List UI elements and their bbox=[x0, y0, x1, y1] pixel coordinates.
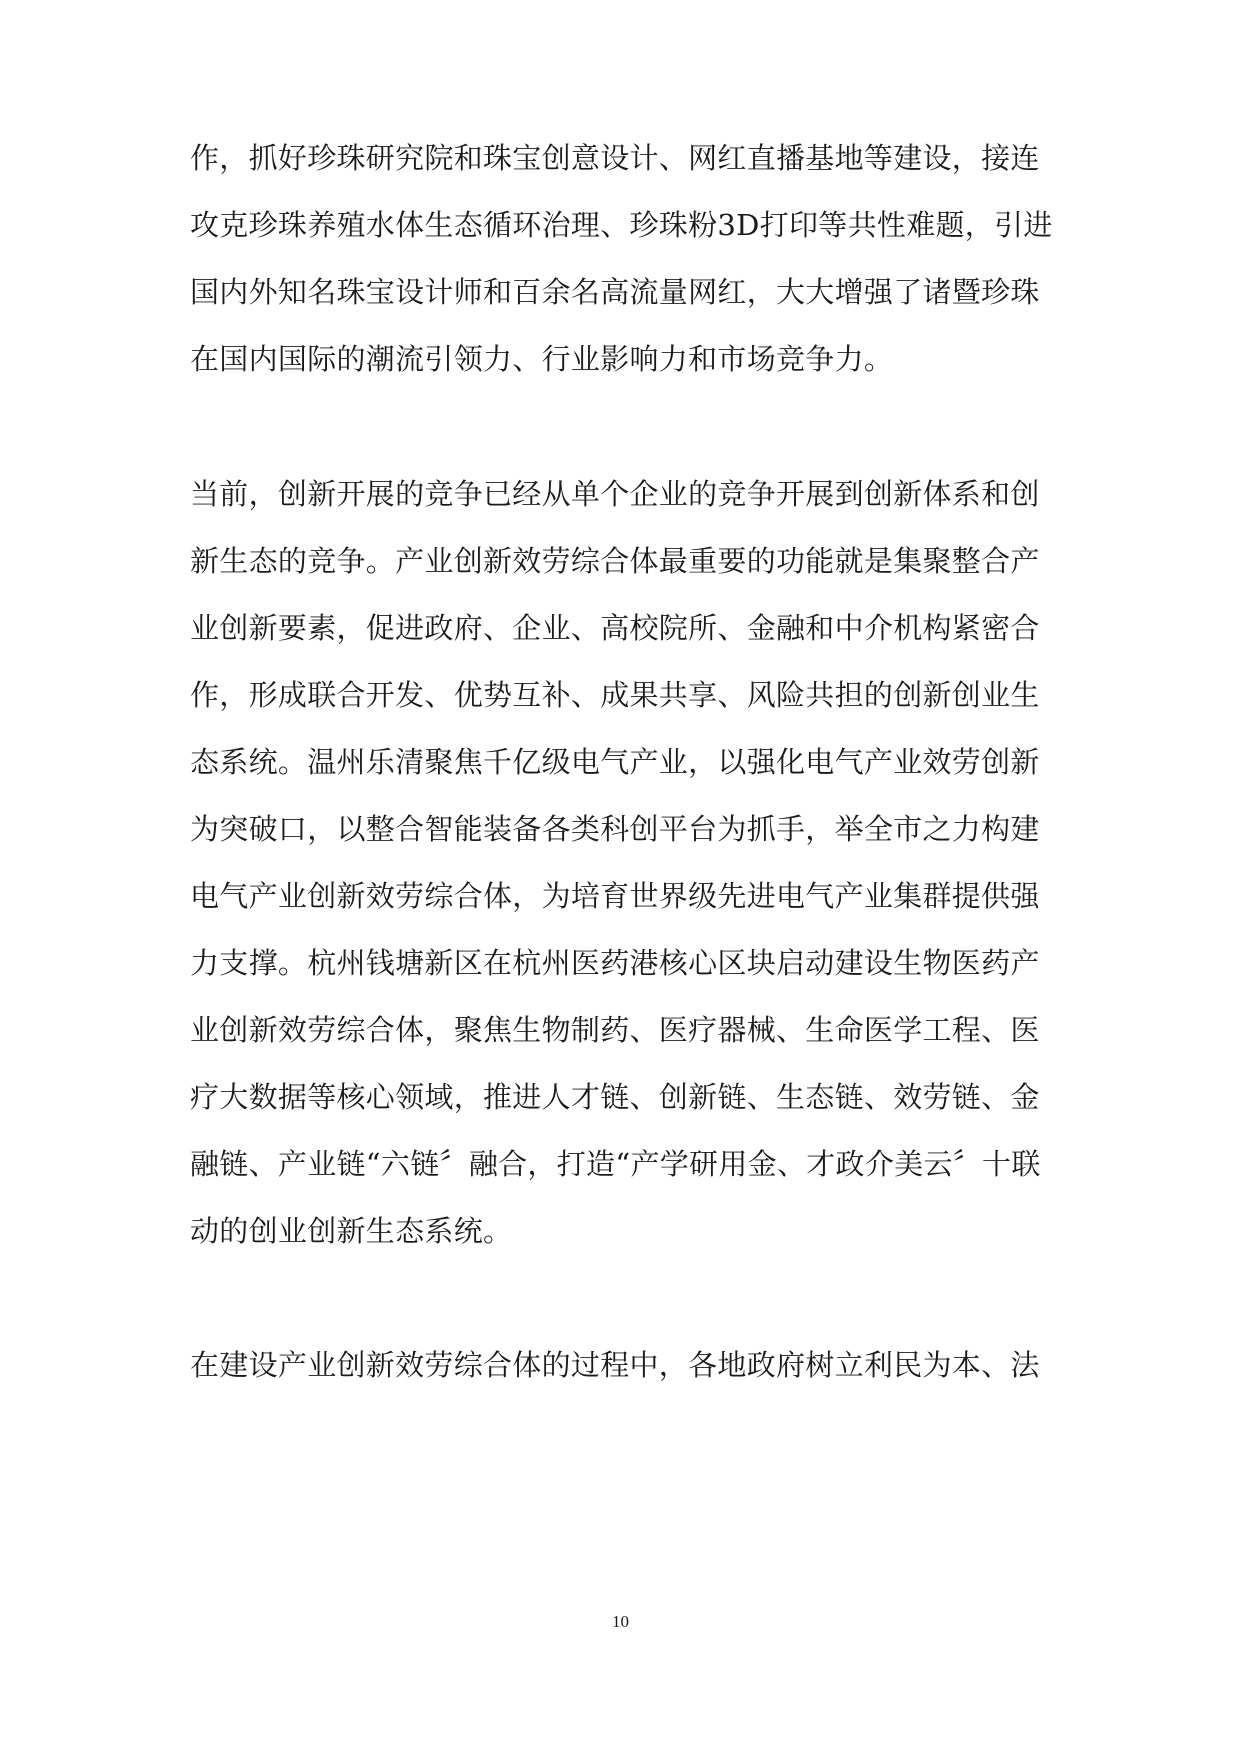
text-line: 融链、产业链“六链〞融合，打造“产学研用金、才政介美云〞十联 bbox=[190, 1147, 1041, 1181]
page-number: 10 bbox=[612, 1612, 629, 1631]
text-line: 态系统。温州乐清聚焦千亿级电气产业，以强化电气产业效劳创新 bbox=[190, 745, 1040, 779]
text-line: 作，形成联合开发、优势互补、成果共享、风险共担的创新创业生 bbox=[190, 678, 1040, 712]
text-line: 疗大数据等核心领域，推进人才链、创新链、生态链、效劳链、金 bbox=[190, 1080, 1040, 1114]
text-line: 在国内国际的潮流引领力、行业影响力和市场竞争力。 bbox=[190, 342, 894, 376]
text-line: 业创新效劳综合体，聚焦生物制药、医疗器械、生命医学工程、医 bbox=[190, 1013, 1040, 1047]
text-line: 作，抓好珍珠研究院和珠宝创意设计、网红直播基地等建设，接连 bbox=[190, 141, 1040, 175]
text-line: 攻克珍珠养殖水体生态循环治理、珍珠粉3D打印等共性难题，引进 bbox=[190, 208, 1053, 242]
text-line: 力支撑。杭州钱塘新区在杭州医药港核心区块启动建设生物医药产 bbox=[190, 946, 1040, 980]
text-line: 电气产业创新效劳综合体，为培育世界级先进电气产业集群提供强 bbox=[190, 879, 1040, 913]
text-line: 在建设产业创新效劳综合体的过程中，各地政府树立利民为本、法 bbox=[190, 1348, 1040, 1382]
text-line: 当前，创新开展的竞争已经从单个企业的竞争开展到创新体系和创 bbox=[190, 477, 1040, 511]
text-line: 为突破口，以整合智能装备各类科创平台为抓手，举全市之力构建 bbox=[190, 812, 1040, 846]
text-line: 国内外知名珠宝设计师和百余名高流量网红，大大增强了诸暨珍珠 bbox=[190, 275, 1040, 309]
text-line: 新生态的竞争。产业创新效劳综合体最重要的功能就是集聚整合产 bbox=[190, 544, 1040, 578]
text-line: 业创新要素，促进政府、企业、高校院所、金融和中介机构紧密合 bbox=[190, 611, 1040, 645]
text-line: 动的创业创新生态系统。 bbox=[190, 1214, 513, 1248]
